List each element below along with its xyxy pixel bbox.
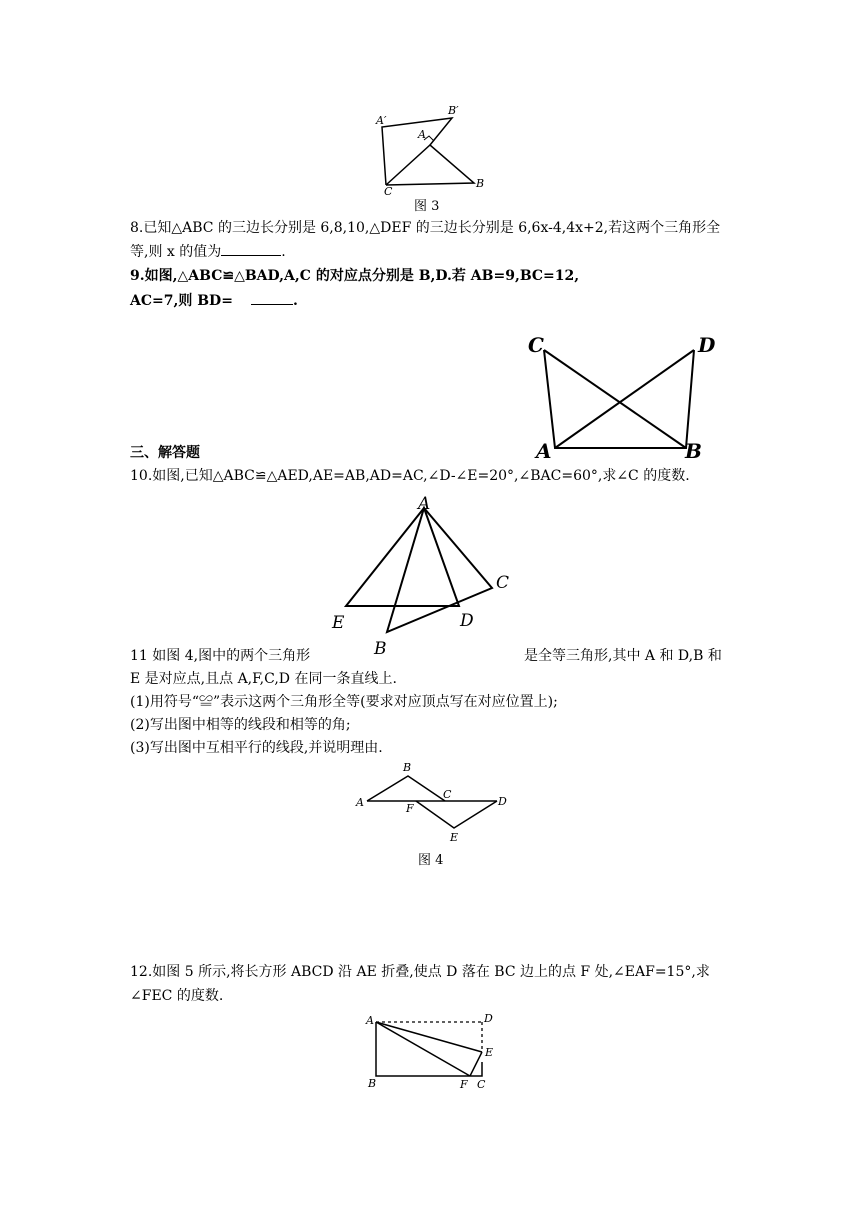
- fig4-label-f: F: [406, 802, 414, 815]
- fig5-segment-fe: [470, 1052, 482, 1076]
- fig4-label-b: B: [403, 761, 412, 774]
- q11-line1-right: 是全等三角形,其中 A 和 D,B 和: [524, 648, 722, 664]
- fig5-label-e: E: [485, 1046, 494, 1059]
- section-3-title: 三、解答题: [130, 445, 200, 461]
- q10-label-b: B: [374, 639, 387, 659]
- fig5-label-b: B: [368, 1077, 377, 1090]
- figure-4: [352, 760, 512, 845]
- fig4-label-e: E: [450, 831, 459, 844]
- fig5-segment-ae: [376, 1022, 482, 1052]
- q10-label-a: A: [418, 494, 431, 514]
- q10-text: 10.如图,已知△ABC≌△AED,AE=AB,AD=AC,∠D-∠E=20°,∠BAC=60°,求∠C 的度数.: [130, 468, 690, 484]
- figure-3-caption: 图 3: [414, 199, 440, 214]
- q8-answer-blank[interactable]: [221, 241, 281, 256]
- q12-line1: 12.如图 5 所示,将长方形 ABCD 沿 AE 折叠,使点 D 落在 BC 边上的点 F 处,∠EAF=15°,求: [130, 964, 710, 980]
- fig5-label-c: C: [477, 1078, 486, 1090]
- fig3-quad: [382, 118, 452, 185]
- q8-line2: [130, 241, 286, 263]
- fig3-label-a-prime: A′: [376, 114, 387, 127]
- figure-5: [360, 1010, 510, 1090]
- fig4-triangle-fed: [416, 801, 497, 828]
- q9-label-d: D: [698, 333, 716, 357]
- q9-line2-prefix: AC=7,则 BD=: [130, 293, 233, 309]
- q11-line1-left: 11 如图 4,图中的两个三角形: [130, 648, 311, 664]
- fig5-label-a: A: [366, 1014, 374, 1027]
- figure-q10: [328, 492, 528, 662]
- q11-item1: (1)用符号“≌”表示这两个三角形全等(要求对应顶点写在对应位置上);: [130, 694, 558, 710]
- q8-line1: 8.已知△ABC 的三边长分别是 6,8,10,△DEF 的三边长分别是 6,6x-4,4x+2,若这两个三角形全: [130, 220, 721, 236]
- q9-line2-suffix: .: [292, 293, 298, 309]
- fig4-label-d: D: [498, 795, 507, 808]
- q10-label-c: C: [496, 573, 510, 593]
- fig4-label-a: A: [356, 796, 364, 809]
- figure-4-caption: 图 4: [418, 853, 444, 868]
- fig5-rect-solid: [376, 1022, 482, 1076]
- q9-label-c: C: [528, 333, 544, 357]
- fig5-label-d: D: [484, 1012, 493, 1025]
- fig5-label-f: F: [460, 1078, 468, 1090]
- fig3-label-b-prime: B′: [448, 104, 459, 117]
- fig5-segment-af: [376, 1022, 470, 1076]
- fig4-label-c: C: [443, 788, 452, 801]
- q8-line2-prefix: 等,则 x 的值为: [130, 244, 222, 260]
- q9-segment-cb: [544, 350, 686, 448]
- q10-label-d: D: [460, 611, 474, 631]
- q11-item2: (2)写出图中相等的线段和相等的角;: [130, 717, 351, 733]
- q12-line2: ∠FEC 的度数.: [130, 988, 224, 1004]
- q9-answer-blank[interactable]: [251, 290, 293, 305]
- q9-segment-ad: [555, 350, 694, 448]
- q10-label-e: E: [332, 613, 345, 633]
- q11-line2: E 是对应点,且点 A,F,C,D 在同一条直线上.: [130, 671, 397, 687]
- fig3-label-b: B: [476, 177, 485, 190]
- q9-line2: [130, 290, 298, 312]
- fig4-triangle-abc: [367, 776, 445, 801]
- figure-q9: [528, 330, 728, 465]
- q10-triangle-aed: [346, 508, 459, 606]
- fig3-triangle: [386, 145, 474, 185]
- q9-line1: 9.如图,△ABC≌△BAD,A,C 的对应点分别是 B,D.若 AB=9,BC=12,: [130, 268, 580, 284]
- q9-label-b: B: [685, 439, 702, 463]
- q8-line2-suffix: .: [281, 244, 286, 260]
- q11-item3: (3)写出图中互相平行的线段,并说明理由.: [130, 740, 383, 756]
- fig3-label-c: C: [384, 185, 393, 195]
- figure-3: [370, 100, 500, 195]
- q10-triangle-abc: [387, 508, 492, 632]
- q9-label-a: A: [536, 439, 552, 463]
- fig3-label-a: A: [418, 128, 426, 141]
